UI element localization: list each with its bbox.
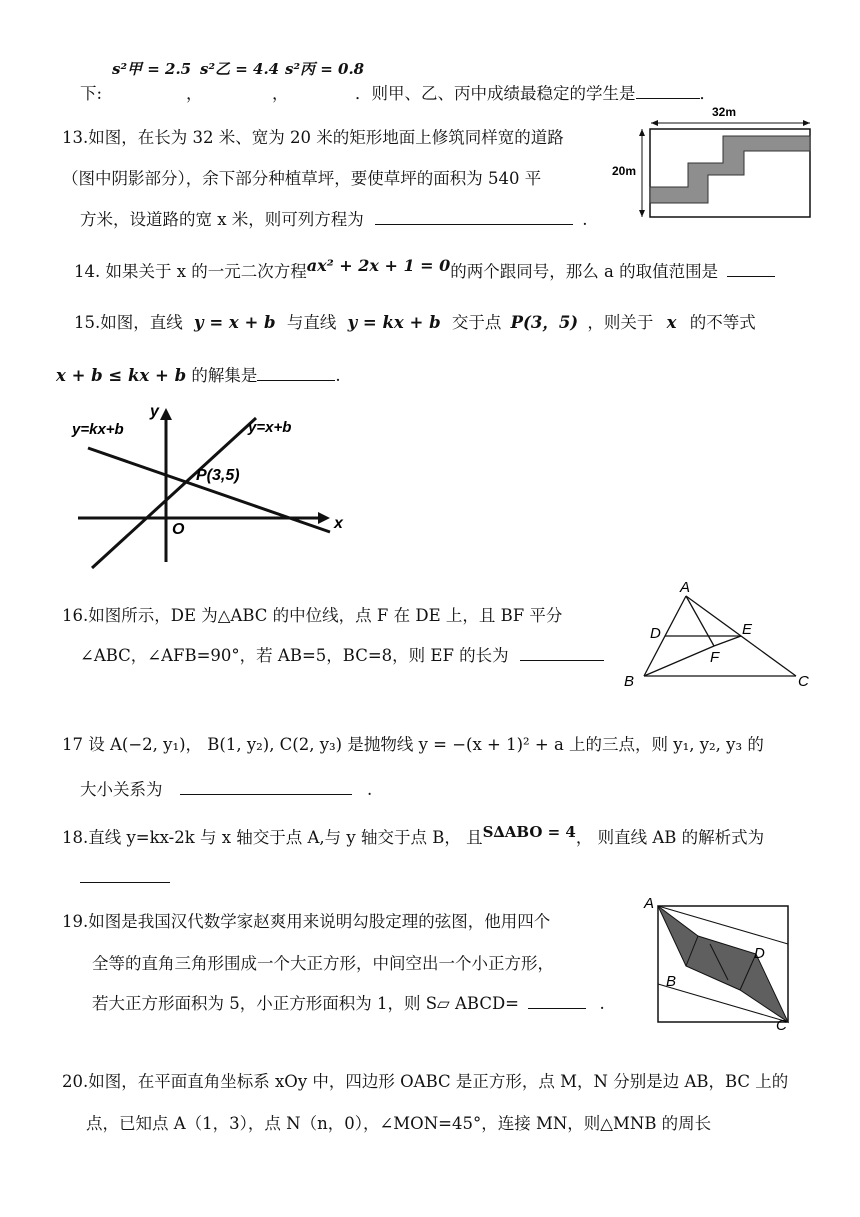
q15-equation-1: y = x + b	[194, 313, 276, 332]
q18-line-1	[62, 824, 764, 848]
q14-text-2: 的两个跟同号，那么 a 的取值范围是	[450, 262, 719, 281]
q19-answer-blank[interactable]	[528, 992, 586, 1009]
q12-variance-1: s²甲 = 2.5	[112, 60, 192, 78]
q15-line-2	[56, 362, 341, 386]
q15-label-kx-b: y=kx+b	[72, 421, 124, 438]
q15-end: .	[335, 366, 341, 385]
q15-text-6: 的解集是	[191, 366, 258, 385]
q15-text-1: 15.如图，直线	[74, 313, 183, 332]
q17-line-2-text: 大小关系为	[80, 780, 163, 799]
q16-segment-bf	[644, 646, 714, 676]
q20-line-1: 20.如图，在平面直角坐标系 xOy 中，四边形 OABC 是正方形，点 M，N 分别是边 AB，BC 上的	[62, 1072, 789, 1091]
q16-segment-af	[686, 596, 714, 646]
q14-answer-blank[interactable]	[727, 260, 775, 277]
q15-x-axis-arrow	[318, 512, 330, 524]
q13-line-2: （图中阴影部分），余下部分种植草坪，要使草坪的面积为 540 平	[62, 169, 542, 188]
q14-line	[74, 258, 775, 282]
q16-answer-blank[interactable]	[520, 644, 604, 661]
q12-separator-1: ，	[186, 84, 203, 103]
q12-variance-3: s²丙 = 0.8	[285, 60, 365, 78]
q16-label-b: B	[624, 673, 635, 690]
q13-line-3-text: 方米，设道路的宽 x 米，则可列方程为	[80, 210, 364, 229]
q17-end: .	[367, 780, 373, 799]
q18-answer-line	[80, 866, 170, 887]
q16-triangle-figure	[618, 580, 818, 690]
q13-height-arrow-top	[639, 129, 645, 136]
q16-segment-fe	[714, 636, 741, 646]
q19-label-b: B	[666, 973, 677, 990]
q15-inequality: x + b ≤ kx + b	[56, 366, 187, 385]
q12-variance-2: s²乙 = 4.4	[200, 60, 280, 78]
q16-line-1: 16.如图所示，DE 为△ABC 的中位线，点 F 在 DE 上，且 BF 平分	[62, 606, 563, 625]
q13-road-shaded	[650, 136, 810, 203]
q16-line-2	[80, 642, 604, 666]
q12-separator-2: ，	[272, 84, 289, 103]
q13-road-figure	[612, 103, 818, 223]
q16-label-f: F	[710, 649, 720, 666]
q19-label-c: C	[776, 1017, 787, 1034]
q15-label-origin: O	[172, 521, 185, 538]
q18-area: S∆ABO = 4	[482, 823, 576, 841]
q17-answer-blank[interactable]	[180, 778, 352, 795]
q18-text-1: 18.直线 y=kx-2k 与 x 轴交于点 A,与 y 轴交于点 B， 且	[62, 828, 483, 847]
q15-line-1	[74, 309, 756, 333]
q20-line-2: 点，已知点 A（1，3），点 N（n，0），∠MON=45°，连接 MN，则△MNB 的周长	[86, 1114, 712, 1133]
q15-label-x-b: y=x+b	[248, 419, 292, 436]
q15-text-3: 交于点	[451, 313, 502, 332]
q12-question-text	[355, 80, 716, 104]
q13-line-1: 13.如图，在长为 32 米、宽为 20 米的矩形地面上修筑同样宽的道路	[62, 128, 564, 147]
q19-line-2: 全等的直角三角形围成一个大正方形，中间空出一个小正方形，	[92, 954, 554, 973]
q14-equation: ax² + 2x + 1 = 0	[306, 256, 451, 275]
q18-text-2: ， 则直线 AB 的解析式为	[575, 828, 765, 847]
q13-line-3	[80, 206, 588, 230]
q16-label-a: A	[680, 579, 691, 596]
q16-line-2-text: ∠ABC，∠AFB=90°，若 AB=5，BC=8，则 EF 的长为	[80, 646, 509, 665]
q13-end: .	[582, 210, 588, 229]
q16-label-c: C	[798, 673, 809, 690]
q14-text-1: 14. 如果关于 x 的一元二次方程	[74, 262, 307, 281]
q16-label-e: E	[742, 621, 753, 638]
q15-text-5: 的不等式	[689, 313, 756, 332]
q15-label-y-axis: y	[150, 403, 159, 420]
q15-graph-figure	[68, 400, 358, 570]
q19-parallelogram	[658, 906, 788, 1022]
q12-answer-blank[interactable]	[636, 82, 700, 99]
q13-height-arrow-bottom	[639, 210, 645, 217]
q15-label-x-axis: x	[334, 515, 343, 532]
q19-label-d: D	[754, 945, 765, 962]
q13-width-label: 32m	[712, 105, 737, 119]
q19-line-3-text: 若大正方形面积为 5，小正方形面积为 1，则 S▱ ABCD=	[92, 994, 519, 1013]
q15-answer-blank[interactable]	[257, 364, 335, 381]
q18-answer-blank[interactable]	[80, 866, 170, 883]
q16-label-d: D	[650, 625, 661, 642]
q13-width-arrow-left	[651, 120, 658, 126]
q17-line-2	[80, 776, 372, 800]
q15-point: P(3，5)	[510, 313, 579, 332]
q15-y-axis-arrow	[160, 408, 172, 420]
q15-equation-2: y = kx + b	[347, 313, 441, 332]
q19-end: .	[599, 994, 605, 1013]
q17-line-1: 17 设 A(−2, y₁)， B(1, y₂), C(2, y₃) 是抛物线 y = −(x + 1)² + a 上的三点，则 y₁, y₂, y₃ 的	[62, 735, 764, 754]
q19-pythagoras-figure	[636, 894, 796, 1034]
q15-line-x-b	[92, 418, 256, 568]
q19-line-3	[92, 990, 605, 1014]
q19-label-a: A	[644, 895, 655, 912]
q15-text-2: 与直线	[286, 313, 337, 332]
q13-width-arrow-right	[803, 120, 810, 126]
q15-text-4: ，则关于	[587, 313, 654, 332]
q15-variable: x	[666, 313, 677, 332]
q19-line-1: 19.如图是我国汉代数学家赵爽用来说明勾股定理的弦图，他用四个	[62, 912, 551, 931]
q12-end: ．	[699, 84, 716, 103]
q12-prefix: 下:	[80, 84, 103, 103]
q15-label-p: P(3,5)	[196, 467, 240, 484]
q13-height-label: 20m	[612, 164, 637, 178]
q12-text: ．则甲、乙、丙中成绩最稳定的学生是	[355, 84, 636, 103]
q13-answer-blank[interactable]	[375, 208, 573, 225]
